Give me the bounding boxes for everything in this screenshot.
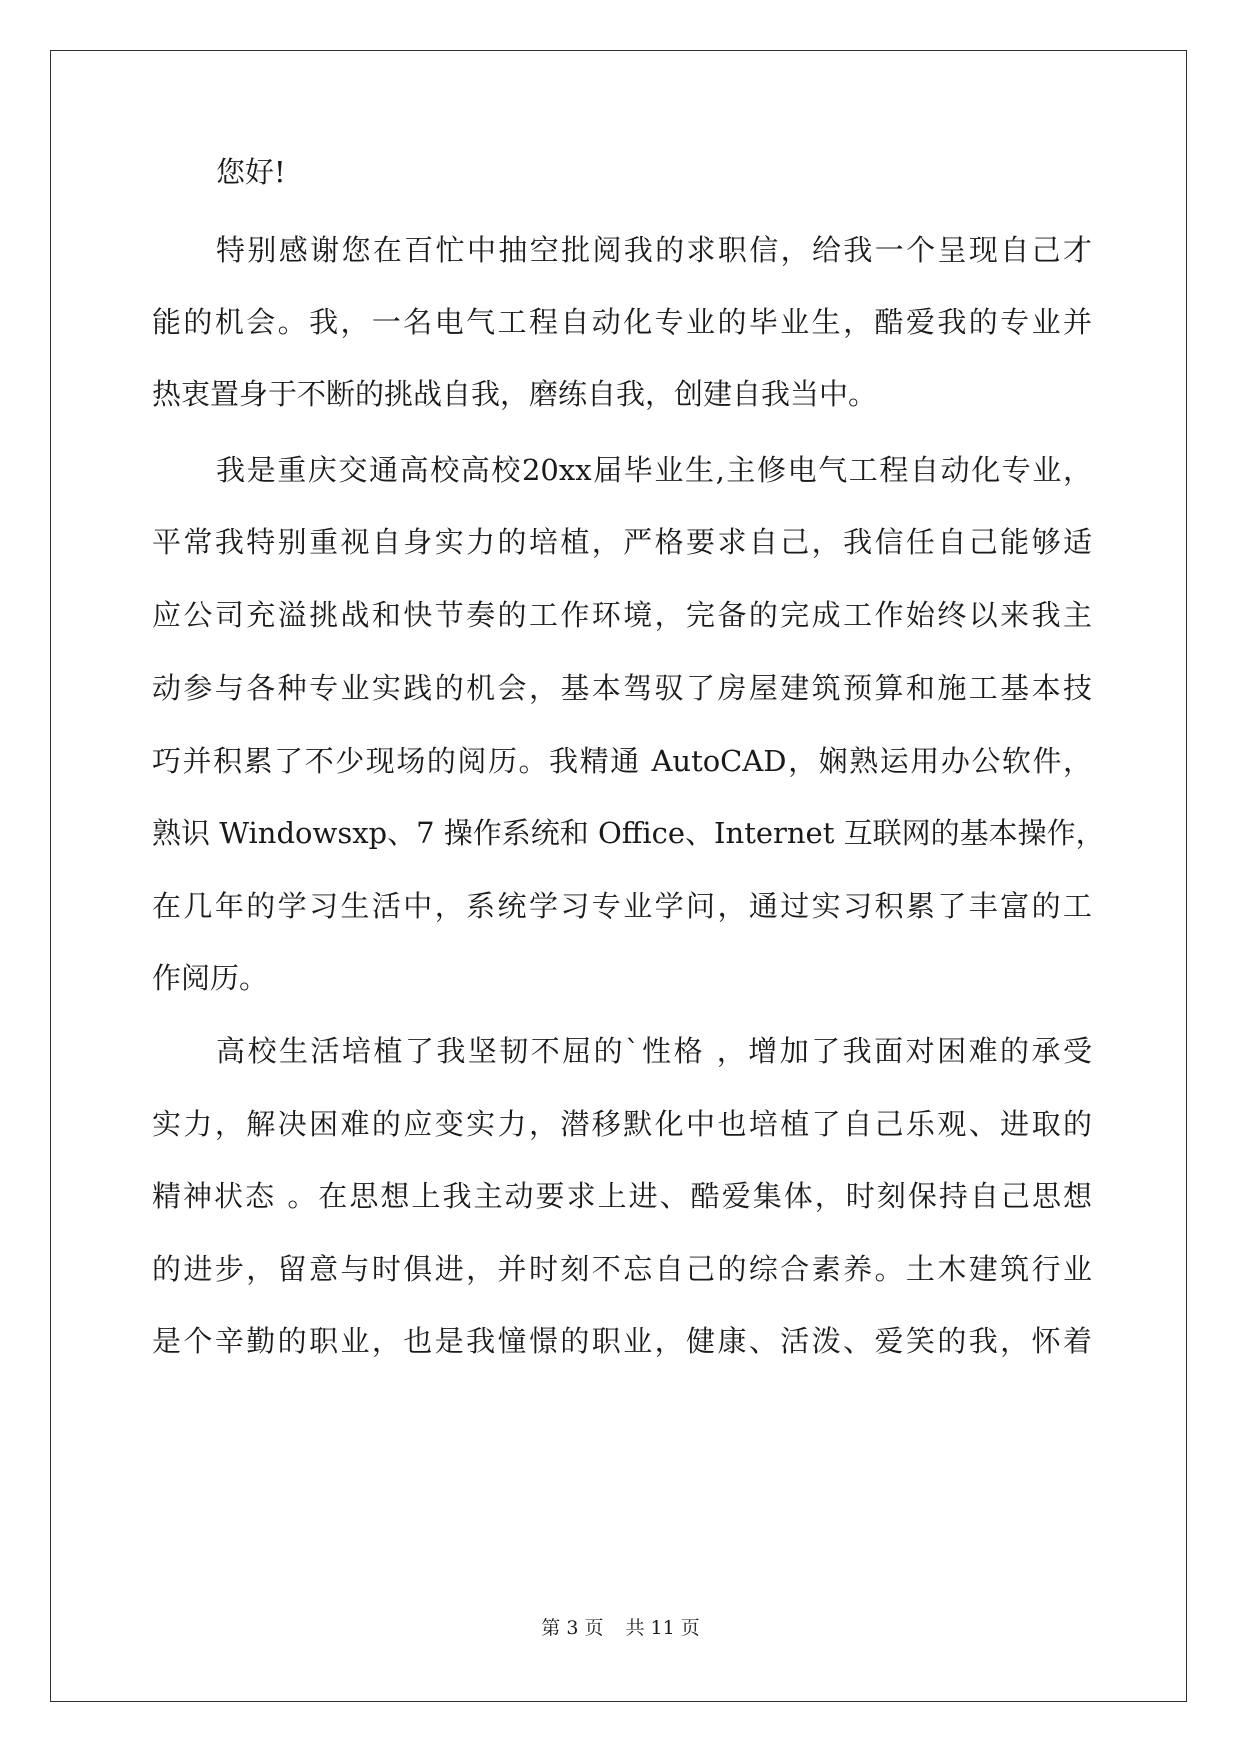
salutation: 您好! bbox=[216, 155, 286, 189]
paragraph-2-line-8: 作阅历。 bbox=[152, 961, 269, 995]
paragraph-3-line-2: 实力，解决困难的应变实力，潜移默化中也培植了自己乐观、进取的 bbox=[152, 1107, 1092, 1141]
paragraph-3-line-4: 的进步，留意与时俱进，并时刻不忘自己的综合素养。土木建筑行业 bbox=[152, 1252, 1092, 1286]
paragraph-1-line-2: 能的机会。我，一名电气工程自动化专业的毕业生，酷爱我的专业并 bbox=[152, 305, 1092, 339]
paragraph-1-line-3: 热衷置身于不断的挑战自我，磨练自我，创建自我当中。 bbox=[152, 377, 878, 411]
paragraph-2-line-3: 应公司充溢挑战和快节奏的工作环境，完备的完成工作始终以来我主 bbox=[152, 598, 1092, 632]
paragraph-1-line-1: 特别感谢您在百忙中抽空批阅我的求职信，给我一个呈现自己才 bbox=[216, 233, 1092, 267]
page-border bbox=[50, 50, 1187, 1702]
paragraph-2-line-2: 平常我特别重视自身实力的培植，严格要求自己，我信任自己能够适 bbox=[152, 525, 1092, 559]
paragraph-2-line-6: 熟识 Windowsxp、7 操作系统和 Office、Internet 互联网的基本操作， bbox=[152, 816, 1105, 850]
paragraph-2-line-7: 在几年的学习生活中，系统学习专业学问，通过实习积累了丰富的工 bbox=[152, 889, 1092, 923]
page-number-total: 共 11 页 bbox=[625, 1617, 700, 1639]
paragraph-3-line-3: 精神状态 。在思想上我主动要求上进、酷爱集体，时刻保持自己思想 bbox=[152, 1179, 1092, 1213]
paragraph-3-line-5: 是个辛勤的职业，也是我憧憬的职业，健康、活泼、爱笑的我，怀着 bbox=[152, 1324, 1092, 1358]
paragraph-2-line-1: 我是重庆交通高校高校20xx届毕业生,主修电气工程自动化专业， bbox=[216, 453, 1092, 487]
paragraph-3-line-1: 高校生活培植了我坚韧不屈的`性格 ，增加了我面对困难的承受 bbox=[216, 1034, 1092, 1068]
paragraph-2-line-4: 动参与各种专业实践的机会，基本驾驭了房屋建筑预算和施工基本技 bbox=[152, 671, 1092, 705]
page-number-current: 第 3 页 bbox=[541, 1617, 604, 1639]
page-footer bbox=[0, 1613, 1241, 1640]
paragraph-2-line-5: 巧并积累了不少现场的阅历。我精通 AutoCAD，娴熟运用办公软件， bbox=[152, 744, 1092, 778]
